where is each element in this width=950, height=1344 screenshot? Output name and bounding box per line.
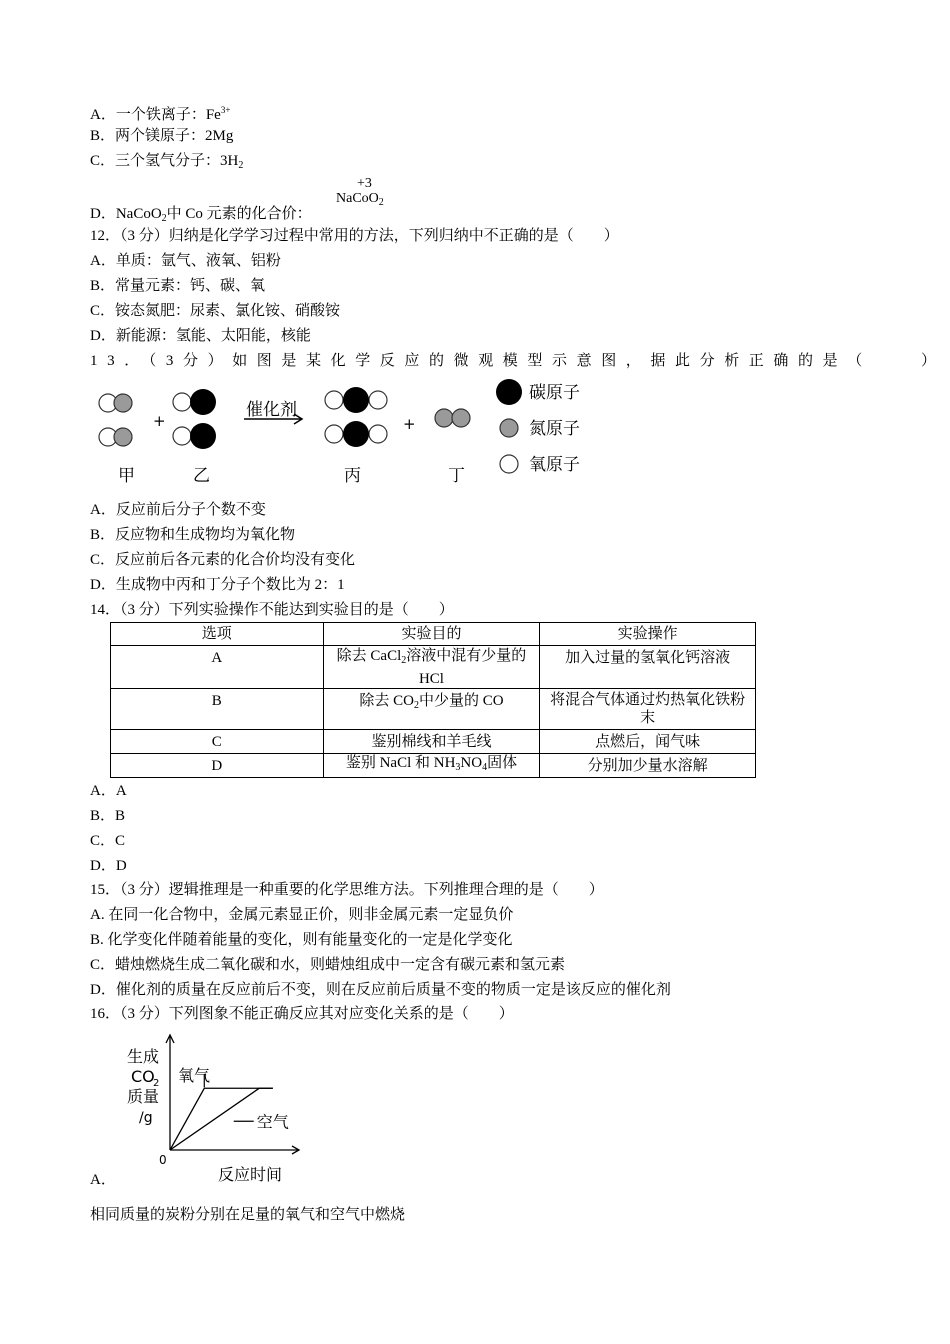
q11-option-d: D．NaCoO$_2$中 Co 元素的化合价： xyxy=(90,206,312,224)
legend-carbon xyxy=(496,379,580,405)
legend-nitrogen xyxy=(500,419,580,439)
origin-label: 0 xyxy=(159,1153,167,1167)
molecule-jia-2 xyxy=(99,428,132,446)
q14-option-b: B．B xyxy=(90,808,126,824)
q14-option-a: A．A xyxy=(90,783,127,799)
q12-stem: 12．（3 分）归纳是化学学习过程中常用的方法，下列归纳中不正确的是（ ） xyxy=(90,228,619,244)
y-label-line-3: 质量 xyxy=(127,1087,160,1106)
q12-option-d: D．新能源：氢能、太阳能，核能 xyxy=(90,328,311,344)
valence-mark: +3 xyxy=(357,176,372,191)
label-jia: 甲 xyxy=(118,466,135,486)
q14-option-c: C．C xyxy=(90,833,126,849)
q16-option-a: A． xyxy=(90,1172,116,1188)
q15-option-c: C．蜡烛燃烧生成二氧化碳和水，则蜡烛组成中一定含有碳元素和氢元素 xyxy=(90,957,566,973)
label-bing: 丙 xyxy=(344,466,361,486)
molecule-yi-1 xyxy=(173,389,216,415)
plus-sign-2: + xyxy=(403,415,416,433)
row-option: C xyxy=(111,730,324,754)
row-purpose: 鉴别棉线和羊毛线 xyxy=(323,730,540,754)
plus-sign-1: + xyxy=(153,412,166,430)
y-label-line-1: 生成 xyxy=(127,1047,160,1066)
series-label-oxygen: 氧气 xyxy=(178,1066,211,1085)
row-operation: 点燃后，闻气味 xyxy=(540,730,756,754)
table-header-row xyxy=(111,623,756,646)
header-operation: 实验操作 xyxy=(540,623,756,646)
chart-axes xyxy=(166,1035,299,1154)
row-option: B xyxy=(111,689,324,730)
q14-option-d: D．D xyxy=(90,858,127,874)
table-row xyxy=(111,754,756,778)
table-row xyxy=(111,646,756,689)
q15-option-a: A. 在同一化合物中，金属元素显正价，则非金属元素一定显负价 xyxy=(90,907,514,923)
series-label-air: 空气 xyxy=(256,1112,289,1132)
header-purpose: 实验目的 xyxy=(323,623,540,646)
q16-caption: 相同质量的炭粉分别在足量的氧气和空气中燃烧 xyxy=(90,1207,406,1223)
reaction-diagram xyxy=(92,375,592,490)
q12-option-c: C．铵态氮肥：尿素、氯化铵、硝酸铵 xyxy=(90,303,341,319)
svg-text:碳原子: 碳原子 xyxy=(529,383,580,403)
catalyst-label: 催化剂 xyxy=(246,400,297,420)
q13-option-d: D．生成物中丙和丁分子个数比为 2：1 xyxy=(90,577,345,593)
row-operation: 加入过量的氢氧化钙溶液 xyxy=(540,646,756,689)
row-operation: 分别加少量水溶解 xyxy=(540,754,756,778)
valence-formula xyxy=(336,177,406,211)
molecule-bing-2 xyxy=(325,421,387,447)
q15-option-d: D．催化剂的质量在反应前后不变，则在反应前后质量不变的物质一定是该反应的催化剂 xyxy=(90,982,671,998)
q13-stem: 13．（3分）如图是某化学反应的微观模型示意图，据此分析正确的是（ ） xyxy=(90,353,946,369)
q12-option-a: A．单质：氩气、液氧、铝粉 xyxy=(90,253,281,269)
q13-option-a: A．反应前后分子个数不变 xyxy=(90,502,266,518)
q16-stem: 16．（3 分）下列图象不能正确反应其对应变化关系的是（ ） xyxy=(90,1006,514,1022)
row-option: D xyxy=(111,754,324,778)
label-ding: 丁 xyxy=(448,466,465,486)
row-purpose: 鉴别 NaCl 和 $NH_3NO_4$固体 xyxy=(323,754,540,778)
row-purpose: 除去 CaCl$_2$溶液中混有少量的 HCl xyxy=(323,646,540,689)
molecule-yi-2 xyxy=(173,423,216,449)
y-label-subscript: 2 xyxy=(153,1078,160,1089)
q11-option-c: C．三个氢气分子：$3H_2$ xyxy=(90,153,244,171)
molecule-jia-1 xyxy=(99,394,132,412)
x-axis-label: 反应时间 xyxy=(218,1165,283,1184)
row-option: A xyxy=(111,646,324,689)
molecule-bing-1 xyxy=(325,387,387,413)
chart-text xyxy=(127,1047,289,1184)
legend-oxygen xyxy=(500,455,580,475)
q11-option-a: A．一个铁离子：$Fe^{3+}$ xyxy=(90,105,231,123)
label-yi: 乙 xyxy=(193,466,210,486)
q15-option-b: B. 化学变化伴随着能量的变化，则有能量变化的一定是化学变化 xyxy=(90,932,513,948)
svg-text:氧原子: 氧原子 xyxy=(529,455,580,475)
svg-text:氮原子: 氮原子 xyxy=(529,419,580,439)
row-operation: 将混合气体通过灼热氧化铁粉末 xyxy=(540,689,756,730)
q11-option-b: B．两个镁原子：2Mg xyxy=(90,128,234,144)
q13-option-b: B．反应物和生成物均为氧化物 xyxy=(90,527,296,543)
table-row xyxy=(111,689,756,730)
q13-option-c: C．反应前后各元素的化合价均没有变化 xyxy=(90,552,356,568)
q14-stem: 14．（3 分）下列实验操作不能达到实验目的是（ ） xyxy=(90,602,454,618)
row-purpose: 除去 $CO_2$中少量的 CO xyxy=(323,689,540,730)
q12-option-b: B．常量元素：钙、碳、氧 xyxy=(90,278,266,294)
y-label-line-2: CO xyxy=(131,1067,155,1086)
y-label-line-4: /g xyxy=(139,1110,153,1126)
experiment-table xyxy=(110,622,756,778)
header-option: 选项 xyxy=(111,623,324,646)
table-row xyxy=(111,730,756,754)
molecule-ding xyxy=(435,409,470,427)
formula: NaCoO$_2$ xyxy=(336,191,384,208)
q15-stem: 15．（3 分）逻辑推理是一种重要的化学思维方法。下列推理合理的是（ ） xyxy=(90,882,604,898)
co2-chart xyxy=(115,1032,315,1184)
